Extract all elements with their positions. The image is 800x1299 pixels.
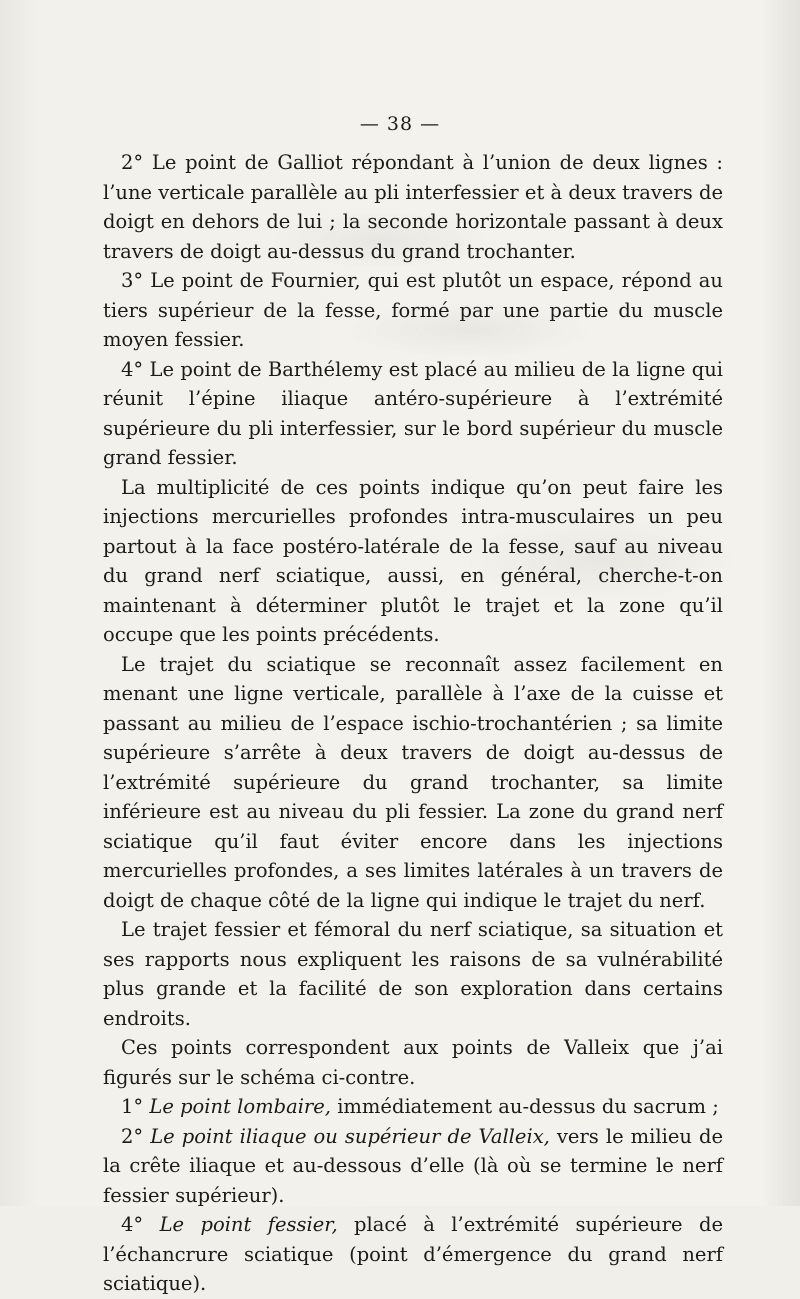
list-text: immédiatement au-dessus du sacrum ; bbox=[331, 1095, 719, 1118]
paragraph: 3° Le point de Fournier, qui est plutôt un espace, répond au tiers supérieur de la fesse, formé par une partie du muscle moyen fessier. bbox=[103, 269, 723, 351]
paragraph: Le trajet du sciatique se reconnaît assez facilement en menant une ligne verticale, parallèle à l’axe de la cuisse et passant au milieu de l’espace ischio-trochantérien ; sa limite supérieure s’arrête à deux travers de doigt au-dessus de l’extrémité supérieure du grand trochanter, sa limite inférieure est au niveau du pli fessier. La zone du grand nerf sciatique qu’il faut éviter encore dans les injections mercurielles profondes, a ses limites latérales à un travers de doigt de chaque côté de la ligne qui indique le trajet du nerf. bbox=[103, 652, 723, 912]
paragraph: Le trajet fessier et fémoral du nerf sciatique, sa situation et ses rapports nous expliquent les raisons de sa vulnérabilité plus grande et la facilité de son exploration dans certains endroits. bbox=[103, 918, 723, 1030]
list-label: Le point fessier, bbox=[159, 1213, 338, 1236]
list-text: vers le milieu de la crête iliaque et au-dessous d’elle (là où se termine le nerf fessier supérieur). bbox=[103, 1124, 723, 1207]
list-number: 1° bbox=[121, 1095, 144, 1118]
paragraph: 4° Le point de Barthélemy est placé au milieu de la ligne qui réunit l’épine iliaque antéro-supérieure à l’extrémité supérieure du pli interfessier, sur le bord supérieur du muscle grand fessier. bbox=[103, 357, 723, 469]
list-label: Le point iliaque ou supérieur de Valleix, bbox=[150, 1124, 550, 1148]
list-number: 4° bbox=[121, 1213, 144, 1236]
body-text bbox=[103, 148, 723, 1299]
list-label: Le point lombaire, bbox=[149, 1095, 331, 1118]
paragraph: 2° Le point de Galliot répondant à l’union de deux lignes : l’une verticale parallèle au pli interfessier et à deux travers de doigt en dehors de lui ; la seconde horizontale passant à deux travers de doigt au-dessus du grand trochanter. bbox=[103, 151, 723, 263]
paragraph: Ces points correspondent aux points de Valleix que j’ai figurés sur le schéma ci-contre. bbox=[103, 1036, 723, 1089]
page-number: — 38 — bbox=[359, 113, 441, 135]
paragraph: La multiplicité de ces points indique qu’on peut faire les injections mercurielles profondes intra-musculaires un peu partout à la face postéro-latérale de la fesse, sauf au niveau du grand nerf sciatique, aussi, en général, cherche-t-on maintenant à déterminer plutôt le trajet et la zone qu’il occupe que les points précédents. bbox=[103, 475, 723, 646]
list-item bbox=[103, 1122, 723, 1211]
list-number: 2° bbox=[121, 1124, 144, 1148]
list-text: placé à l’extrémité supérieure de l’échancrure sciatique (point d’émergence du grand nerf sciatique). bbox=[103, 1213, 723, 1295]
list-item bbox=[103, 1210, 723, 1299]
list-item bbox=[103, 1092, 723, 1122]
